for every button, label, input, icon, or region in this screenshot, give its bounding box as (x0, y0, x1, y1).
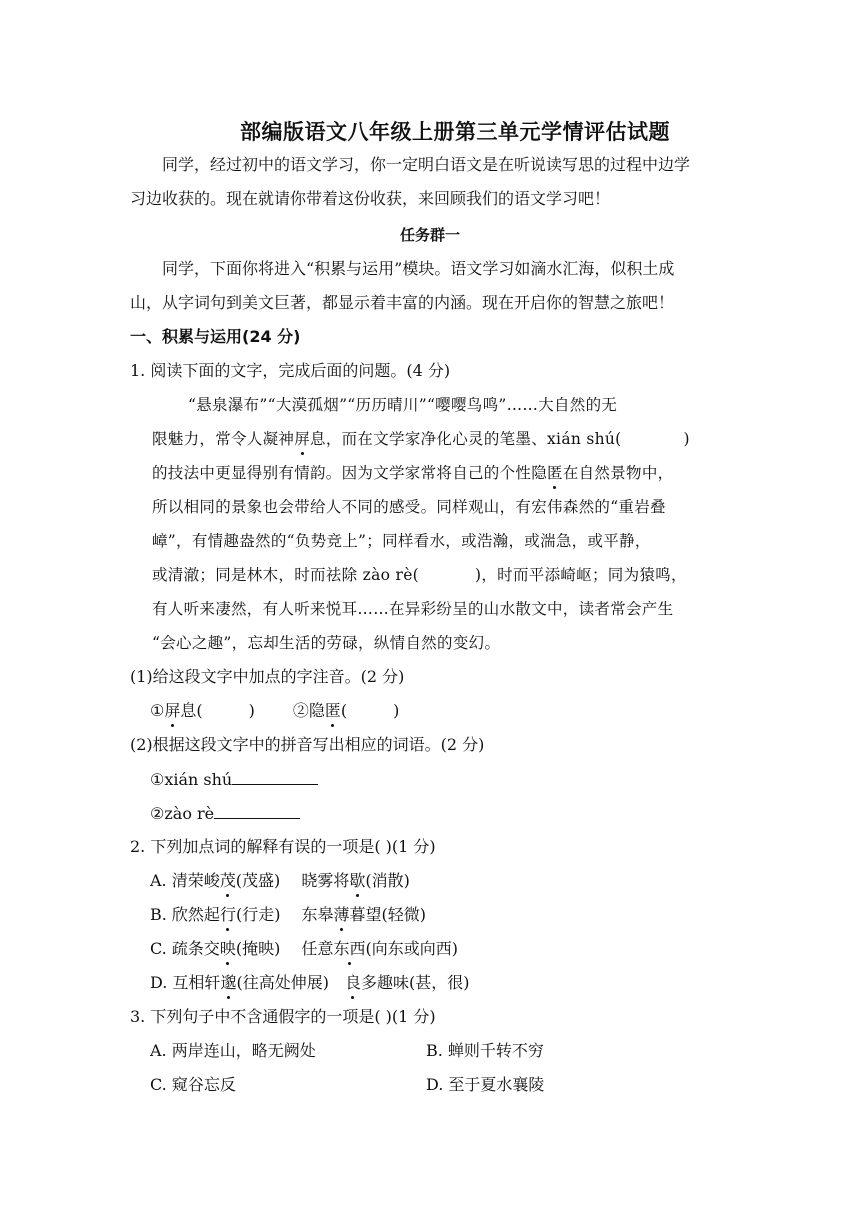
passage-text: 的技法中更显得别有情韵。因为文学家常将自己的个性隐 (152, 464, 548, 482)
dotted-char: 映 (219, 939, 236, 958)
fill-blank-1[interactable] (232, 768, 318, 785)
passage-line-4: 所以相同的景象也会带给人不同的感受。同样观山，有宏伟森然的“重岩叠 (152, 498, 666, 516)
task-intro-line-2: 山，从字词句到美文巨著，都显示着丰富的内涵。现在开启你的智慧之旅吧！ (130, 293, 675, 312)
option-text: (掩映) 任意 (235, 939, 334, 958)
q1-sub2-answer-1 (150, 768, 318, 791)
q2-option-b[interactable] (150, 904, 426, 926)
option-text: D. 互相轩 (150, 973, 221, 992)
passage-text: 限魅力，常令人凝神 (152, 430, 295, 448)
q3-option-b[interactable]: B. 蝉则千转不穷 (426, 1041, 544, 1060)
dotted-char: 屏 (164, 701, 181, 720)
passage-line-8: “会心之趣”，忘却生活的劳碌，纵情自然的变幻。 (152, 634, 501, 652)
dotted-char: 行 (219, 905, 236, 924)
intro-line-2: 习边收获的。现在就请你带着这份收获，来回顾我们的语文学习吧！ (130, 189, 611, 208)
passage-text: 息，而在文学家净化心灵的笔墨、xián shú( (310, 430, 622, 448)
intro-line-1: 同学，经过初中的语文学习，你一定明白语文是在听说读写思的过程中边学 (162, 155, 691, 174)
answer-label: 息( (180, 701, 203, 720)
dotted-char: 匿 (324, 701, 341, 720)
dotted-char: 良 (344, 973, 361, 992)
q1-sub1-stem: (1)给这段文字中加点的字注音。(2 分) (130, 667, 405, 686)
q3-option-c[interactable]: C. 窥谷忘反 (150, 1075, 236, 1094)
option-text: 暮望(轻微) (349, 905, 427, 924)
dotted-char: 邈 (220, 973, 237, 992)
option-text: (向东或向西) (365, 939, 458, 958)
answer-label: ) (393, 701, 400, 720)
q2-option-a[interactable] (150, 870, 410, 892)
option-text: (茂盛) 晓雾将 (235, 871, 350, 890)
q2-option-d[interactable] (150, 972, 469, 994)
q1-sub2-answer-2 (150, 802, 300, 825)
q2-stem: 2. 下列加点词的解释有误的一项是( )(1 分) (130, 837, 436, 856)
passage-text: )，时而平添崎岖；同为猿鸣， (475, 566, 687, 584)
q3-option-a[interactable]: A. 两岸连山，略无阙处 (150, 1041, 316, 1060)
q3-option-d[interactable]: D. 至于夏水襄陵 (426, 1075, 545, 1094)
q2-option-c[interactable] (150, 938, 458, 960)
fill-blank-2[interactable] (214, 802, 300, 819)
answer-label: ① (150, 701, 165, 720)
section-heading: 一、积累与运用(24 分) (130, 327, 301, 346)
passage-line-6 (152, 564, 687, 586)
q1-sub1-answers (150, 700, 399, 722)
dotted-char: 薄 (333, 905, 350, 924)
dotted-char: 屏 (294, 430, 311, 448)
answer-label: ) (248, 701, 255, 720)
passage-line-5: 嶂”，有情趣盎然的“负势竞上”；同样看水，或浩瀚，或湍急，或平静， (152, 532, 651, 550)
passage-text: ) (683, 430, 690, 448)
answer-label: ②隐 (292, 701, 325, 720)
q3-stem: 3. 下列句子中不含通假字的一项是( )(1 分) (130, 1007, 436, 1026)
dotted-char: 茂 (219, 871, 236, 890)
option-text: (往高处伸展) (236, 973, 345, 992)
dotted-char: 匿 (547, 464, 563, 482)
option-text: B. 欣然起 (150, 905, 220, 924)
passage-line-1: “悬泉瀑布”“大漠孤烟”“历历晴川”“嘤嘤鸟鸣”……大自然的无 (188, 396, 618, 414)
option-text: 多趣味(甚，很) (360, 973, 470, 992)
q1-sub2-stem: (2)根据这段文字中的拼音写出相应的词语。(2 分) (130, 735, 485, 754)
passage-text: 在自然景物中， (562, 464, 674, 482)
option-text: (消散) (365, 871, 410, 890)
dotted-char: 歇 (349, 871, 366, 890)
task-intro-line-1: 同学，下面你将进入“积累与运用”模块。语文学习如滴水汇海，似积土成 (162, 259, 675, 278)
option-text: (行走) 东皋 (235, 905, 334, 924)
answer-label: ①xián shú (150, 770, 233, 789)
passage-line-2 (152, 428, 690, 450)
q1-stem: 1. 阅读下面的文字，完成后面的问题。(4 分) (130, 361, 451, 380)
option-text: A. 清荣峻 (150, 871, 220, 890)
option-text: C. 疏条交 (150, 939, 220, 958)
passage-line-3 (152, 462, 673, 484)
answer-label: ( (340, 701, 348, 720)
passage-text: 或清澈；同是林木，时而祛除 zào rè( (152, 566, 420, 584)
dotted-char: 东西 (333, 939, 366, 958)
task-group-heading: 任务群一 (399, 226, 460, 244)
answer-label: ②zào rè (150, 804, 215, 823)
passage-line-7: 有人听来凄然，有人听来悦耳……在异彩纷呈的山水散文中，读者常会产生 (152, 600, 674, 618)
page-title: 部编版语文八年级上册第三单元学情评估试题 (240, 120, 670, 144)
